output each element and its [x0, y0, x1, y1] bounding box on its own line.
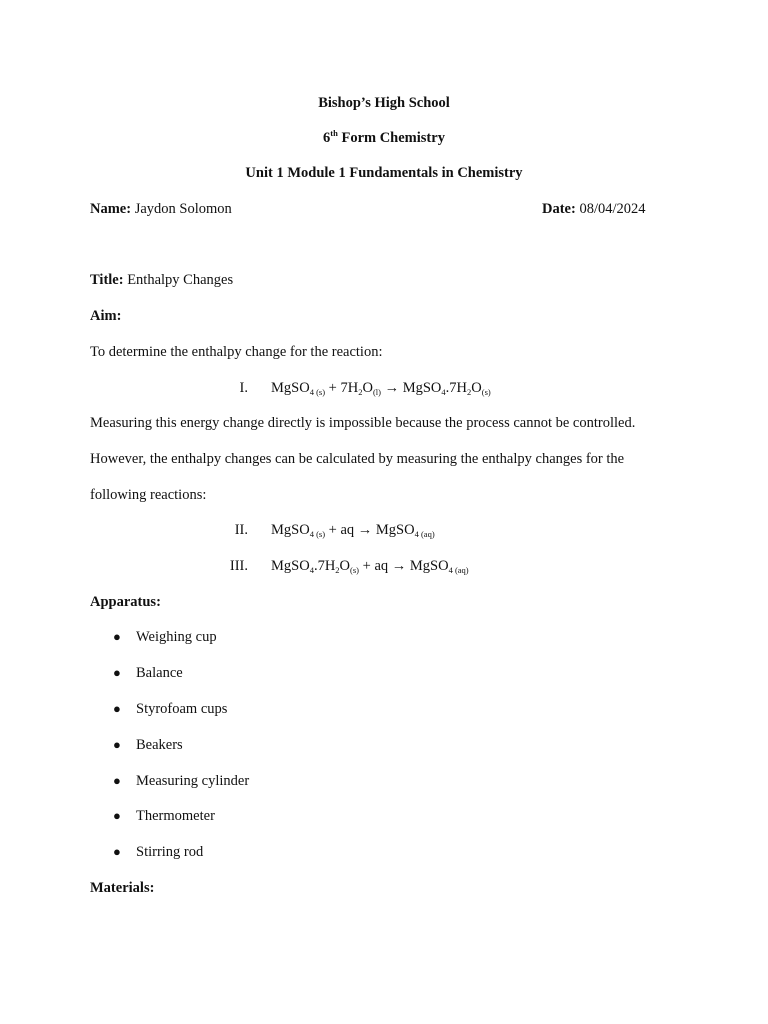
- title-value: Enthalpy Changes: [123, 272, 234, 288]
- equation-numeral: I.: [239, 380, 248, 396]
- list-item-text: Styrofoam cups: [136, 701, 228, 717]
- form-number: 6: [323, 130, 331, 146]
- bullet-icon: ●: [113, 629, 121, 644]
- aim-intro: To determine the enthalpy change for the reaction:: [90, 344, 383, 360]
- unit-heading: Unit 1 Module 1 Fundamentals in Chemistry: [245, 165, 523, 181]
- apparatus-label: Apparatus:: [90, 594, 161, 610]
- date-value: 08/04/2024: [575, 201, 646, 217]
- name-line: [90, 200, 232, 218]
- title-line: [90, 271, 233, 289]
- equation-text: MgSO$_{4 (s)}$ + $7H_2O_{(l)}$ → $MgSO_4.7H_2O_{(s)}$: [271, 380, 491, 397]
- form-rest: Form Chemistry: [337, 130, 445, 146]
- form-heading: [0, 129, 768, 147]
- list-item-text: Stirring rod: [136, 844, 204, 860]
- bullet-icon: ●: [113, 701, 121, 716]
- form-superscript: th: [330, 128, 338, 138]
- bullet-icon: ●: [113, 665, 121, 680]
- school-name: Bishop’s High School: [318, 95, 450, 111]
- bullet-icon: ●: [113, 737, 121, 752]
- name-value: Jaydon Solomon: [131, 201, 232, 217]
- date-line: [542, 200, 646, 218]
- name-label: Name:: [90, 201, 132, 217]
- bullet-icon: ●: [113, 808, 121, 823]
- date-label: Date:: [542, 201, 576, 217]
- list-item-text: Weighing cup: [136, 629, 217, 645]
- aim-label: Aim:: [90, 308, 122, 324]
- aim-paragraph-3: following reactions:: [90, 487, 207, 503]
- list-item-text: Balance: [136, 665, 183, 681]
- aim-paragraph-2: However, the enthalpy changes can be calculated by measuring the enthalpy changes for the: [90, 451, 625, 467]
- list-item-text: Thermometer: [136, 808, 215, 824]
- equation-text: MgSO$_{4 (s)}$ + aq → MgSO$_{4 (aq)}$: [271, 522, 435, 539]
- title-label: Title:: [90, 272, 124, 288]
- equation-text: $MgSO_4.7H_2O_{(s)}$ + aq → MgSO$_{4 (aq)}$: [271, 558, 469, 575]
- materials-label: Materials:: [90, 880, 155, 896]
- list-item-text: Beakers: [136, 737, 183, 753]
- equation-numeral: III.: [229, 558, 248, 574]
- aim-paragraph-1: Measuring this energy change directly is impossible because the process cannot be controlled.: [90, 415, 636, 431]
- list-item-text: Measuring cylinder: [136, 773, 250, 789]
- bullet-icon: ●: [113, 844, 121, 859]
- equation-numeral: II.: [234, 522, 248, 538]
- bullet-icon: ●: [113, 773, 121, 788]
